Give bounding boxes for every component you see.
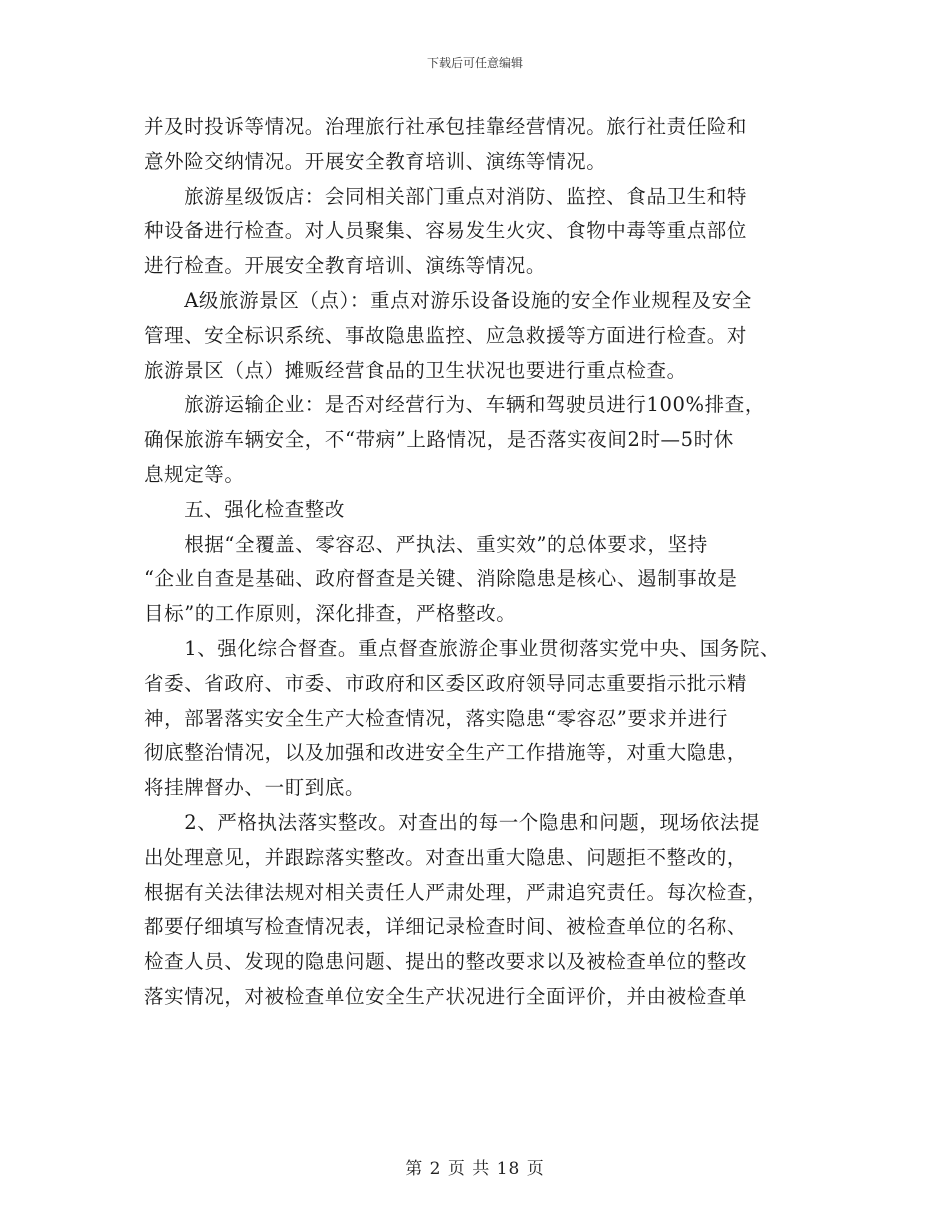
document-body	[144, 110, 824, 1015]
text-line: 并及时投诉等情况。治理旅行社承包挂靠经营情况。旅行社责任险和	[144, 115, 748, 138]
page-number: 第 2 页 共 18 页	[405, 1159, 545, 1179]
text-line: 进行检查。开展安全教育培训、演练等情况。	[144, 254, 547, 278]
text-line: 旅游星级饭店：会同相关部门重点对消防、监控、食品卫生和特	[144, 184, 748, 208]
text-line: 检查人员、发现的隐患问题、提出的整改要求以及被检查单位的整改	[144, 950, 748, 974]
text-line: 出处理意见，并跟踪落实整改。对查出重大隐患、问题拒不整改的，	[144, 845, 748, 869]
page-header: 下载后可任意编辑	[426, 56, 523, 70]
text-line: 根据有关法律法规对相关责任人严肃处理，严肃追究责任。每次检查，	[144, 880, 768, 904]
text-line: “企业自查是基础、政府督查是关键、消除隐患是核心、遏制事故是	[144, 567, 738, 591]
text-line: 旅游运输企业：是否对经营行为、车辆和驾驶员进行100%排查，	[144, 393, 765, 417]
text-line: 种设备进行检查。对人员聚集、容易发生火灾、食物中毒等重点部位	[144, 219, 748, 243]
text-line: 都要仔细填写检查情况表，详细记录检查时间、被检查单位的名称、	[144, 915, 748, 939]
section-heading: 五、强化检查整改	[144, 497, 346, 521]
text-line: 彻底整治情况，以及加强和改进安全生产工作措施等，对重大隐患，	[144, 741, 748, 765]
text-line: 管理、安全标识系统、事故隐患监控、应急救援等方面进行检查。对	[144, 323, 748, 347]
text-line: 意外险交纳情况。开展安全教育培训、演练等情况。	[144, 149, 607, 173]
text-line: 2、严格执法落实整改。对查出的每一个隐患和问题，现场依法提	[144, 810, 761, 834]
text-line: 旅游景区（点）摊贩经营食品的卫生状况也要进行重点检查。	[144, 358, 687, 382]
text-line: 目标”的工作原则，深化排查，严格整改。	[144, 602, 517, 626]
text-line: 落实情况，对被检查单位安全生产状况进行全面评价，并由被检查单	[144, 984, 748, 1008]
text-line: A级旅游景区（点）：重点对游乐设备设施的安全作业规程及安全	[144, 288, 752, 312]
text-line: 根据“全覆盖、零容忍、严执法、重实效”的总体要求，坚持	[144, 532, 708, 556]
text-line: 神，部署落实安全生产大检查情况，落实隐患“零容忍”要求并进行	[144, 706, 728, 730]
text-line: 1、强化综合督查。重点督查旅游企事业贯彻落实党中央、国务院、	[144, 636, 781, 660]
text-line: 确保旅游车辆安全，不“带病”上路情况，是否落实夜间2时—5时休	[144, 428, 734, 452]
text-line: 息规定等。	[144, 462, 245, 486]
text-line: 将挂牌督办、一盯到底。	[144, 776, 366, 800]
text-line: 省委、省政府、市委、市政府和区委区政府领导同志重要指示批示精	[144, 671, 748, 695]
